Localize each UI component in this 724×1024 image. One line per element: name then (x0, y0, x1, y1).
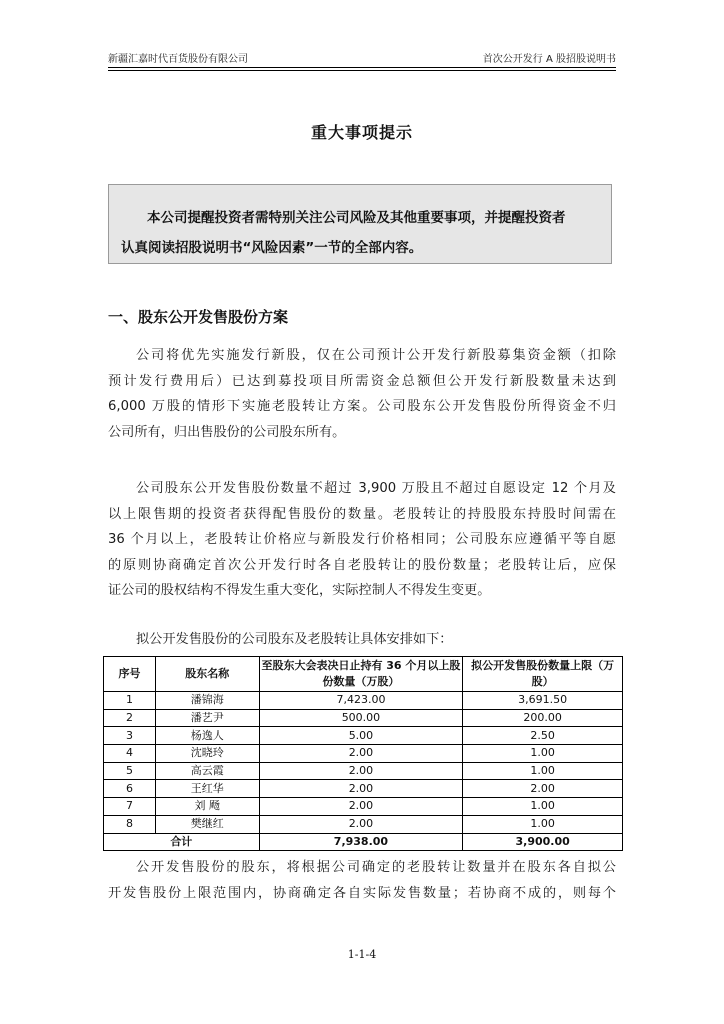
cell-no: 5 (104, 762, 156, 780)
cell-name: 樊继红 (155, 815, 259, 833)
cell-limit: 1.00 (463, 815, 623, 833)
cell-held: 2.00 (259, 815, 463, 833)
cell-no: 2 (104, 709, 156, 727)
cell-limit: 1.00 (463, 798, 623, 816)
cell-held: 5.00 (259, 727, 463, 745)
header-no: 序号 (104, 657, 156, 692)
header-rule (108, 67, 616, 68)
header-company: 新疆汇嘉时代百货股份有限公司 (108, 54, 248, 65)
paragraph-line: 的原则协商确定首次公开发行时各自老股转让的股份数量；老股转让后，应保 (108, 557, 616, 573)
paragraph-line: 6,000 万股的情形下实施老股转让方案。公司股东公开发售股份所得资金不归 (108, 399, 616, 415)
notice-box (108, 184, 612, 264)
page-number: 1-1-4 (347, 948, 377, 961)
cell-held: 2.00 (259, 780, 463, 798)
table-row (104, 692, 623, 710)
cell-limit: 2.50 (463, 727, 623, 745)
shareholder-sale-table (103, 656, 623, 851)
header-document-title: 首次公开发行 A 股招股说明书 (482, 54, 616, 65)
paragraph-line: 36 个月以上，老股转让价格应与新股发行价格相同；公司股东应遵循平等自愿 (108, 532, 616, 548)
cell-name: 杨逸人 (155, 727, 259, 745)
paragraph-line: 证公司的股权结构不得发生重大变化，实际控制人不得发生变更。 (108, 583, 491, 599)
cell-held: 2.00 (259, 798, 463, 816)
section-heading: 一、股东公开发售股份方案 (108, 308, 289, 326)
paragraph-1 (108, 343, 616, 445)
header-name: 股东名称 (155, 657, 259, 692)
cell-limit: 1.00 (463, 762, 623, 780)
cell-limit: 1.00 (463, 745, 623, 763)
cell-limit: 200.00 (463, 709, 623, 727)
cell-no: 7 (104, 798, 156, 816)
paragraph-line: 拟公开发售股份的公司股东及老股转让具体安排如下： (136, 632, 453, 647)
table-header-row (104, 657, 623, 692)
table-row (104, 798, 623, 816)
cell-no: 8 (104, 815, 156, 833)
table-row (104, 727, 623, 745)
total-label: 合计 (104, 833, 260, 851)
header-limit: 拟公开发售股份数量上限（万股） (463, 657, 623, 692)
cell-held: 2.00 (259, 745, 463, 763)
cell-name: 沈晓玲 (155, 745, 259, 763)
cell-name: 潘艺尹 (155, 709, 259, 727)
page-title: 重大事项提示 (310, 123, 413, 142)
table-row (104, 745, 623, 763)
header-rule-thin (108, 70, 616, 71)
notice-line-1: 本公司提醒投资者需特别关注公司风险及其他重要事项，并提醒投资者 (147, 210, 566, 226)
paragraph-line: 公开发售股份的股东，将根据公司确定的老股转让数量并在股东各自拟公 (136, 860, 616, 875)
cell-no: 6 (104, 780, 156, 798)
paragraph-4 (108, 855, 616, 906)
header-held: 至股东大会表决日止持有 36 个月以上股份数量（万股） (259, 657, 463, 692)
cell-held: 7,423.00 (259, 692, 463, 710)
cell-name: 王红华 (155, 780, 259, 798)
cell-name: 高云霞 (155, 762, 259, 780)
paragraph-line: 以上限售期的投资者获得配售股份的数量。老股转让的持股股东持股时间需在 (108, 506, 616, 522)
total-held: 7,938.00 (259, 833, 463, 851)
cell-held: 2.00 (259, 762, 463, 780)
paragraph-2 (108, 476, 616, 604)
cell-no: 1 (104, 692, 156, 710)
table-row (104, 780, 623, 798)
table-total-row (104, 833, 623, 851)
cell-limit: 2.00 (463, 780, 623, 798)
paragraph-line: 公司股东公开发售股份数量不超过 3,900 万股且不超过自愿设定 12 个月及 (136, 481, 616, 496)
paragraph-line: 公司所有，归出售股份的公司股东所有。 (108, 424, 346, 440)
table-row (104, 762, 623, 780)
cell-limit: 3,691.50 (463, 692, 623, 710)
paragraph-line: 预计发行费用后）已达到募投项目所需资金总额但公开发行新股数量未达到 (108, 373, 616, 389)
cell-no: 4 (104, 745, 156, 763)
paragraph-3 (108, 627, 616, 653)
cell-name: 潘锦海 (155, 692, 259, 710)
cell-no: 3 (104, 727, 156, 745)
paragraph-line: 开发售股份上限范围内，协商确定各自实际发售数量；若协商不成的，则每个 (108, 885, 616, 901)
table-row (104, 815, 623, 833)
paragraph-line: 公司将优先实施发行新股，仅在公司预计公开发行新股募集资金额（扣除 (136, 348, 616, 363)
cell-held: 500.00 (259, 709, 463, 727)
total-limit: 3,900.00 (463, 833, 623, 851)
table-row (104, 709, 623, 727)
cell-name: 刘 飏 (155, 798, 259, 816)
notice-line-2: 认真阅读招股说明书“风险因素”一节的全部内容。 (121, 240, 423, 256)
